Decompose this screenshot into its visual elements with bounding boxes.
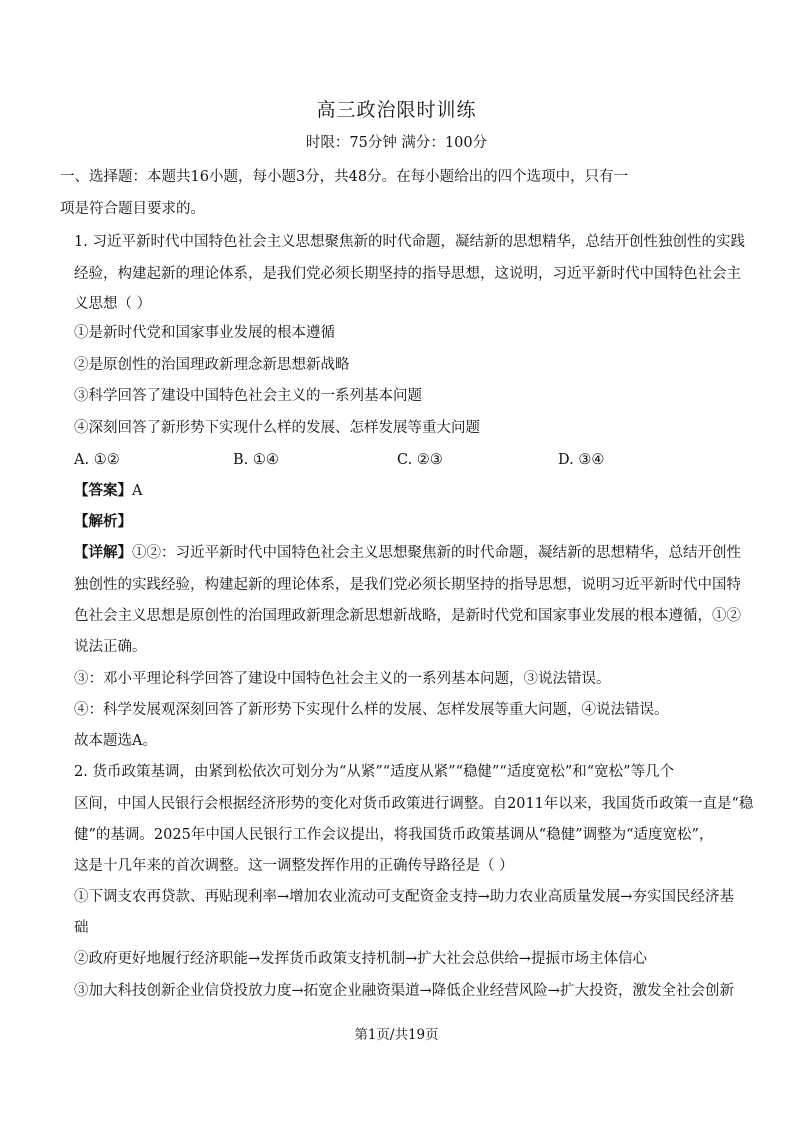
section-heading-line: 一、选择题：本题共16小题，每小题3分，共48分。在每小题给出的四个选项中，只有一 — [60, 169, 629, 185]
question-1-item: ③科学回答了建设中国特色社会主义的一系列基本问题 — [74, 388, 422, 404]
option-c: C. ②③ — [397, 452, 443, 468]
option-d: D. ③④ — [558, 452, 605, 468]
answer-line — [74, 481, 142, 501]
question-2-stem: 这是十几年来的首次调整。这一调整发挥作用的正确传导路径是（ ） — [74, 858, 514, 874]
time-score-line: 时限：75分钟 满分：100分 — [305, 135, 488, 151]
question-1-item: ①是新时代党和国家事业发展的根本遵循 — [74, 325, 335, 341]
answer-value: A — [132, 483, 143, 499]
detail-line: 说法正确。 — [74, 639, 147, 655]
answer-tag: 【答案】 — [74, 482, 132, 499]
question-2-stem: 2. 货币政策基调，由紧到松依次可划分为“从紧”“适度从紧”“稳健”“适度宽松”和“宽松”等几个 — [74, 764, 675, 780]
question-2-stem: 区间，中国人民银行会根据经济形势的变化对货币政策进行调整。自2011年以来，我国货币政策一直是“稳 — [74, 796, 754, 812]
section-heading-line: 项是符合题目要求的。 — [60, 201, 205, 217]
detail-line: 独创性的实践经验，构建起新的理论体系，是我们党必须长期坚持的指导思想，说明习近平新时代中国特 — [74, 577, 741, 593]
detail-line: 色社会主义思想是原创性的治国理政新理念新思想新战略，是新时代党和国家事业发展的根本遵循，①② — [74, 608, 741, 624]
question-1-item: ④深刻回答了新形势下实现什么样的发展、怎样发展等重大问题 — [74, 420, 480, 436]
question-1-item: ②是原创性的治国理政新理念新思想新战略 — [74, 357, 350, 373]
detail-line: 故本题选A。 — [74, 733, 157, 749]
question-2-item: ③加大科技创新企业信贷投放力度→拓宽企业融资渠道→降低企业经营风险→扩大投资，激发全社会创新 — [74, 983, 734, 999]
question-1-stem: 1. 习近平新时代中国特色社会主义思想聚焦新的时代命题，凝结新的思想精华，总结开创性独创性的实践 — [74, 234, 745, 250]
page-title: 高三政治限时训练 — [316, 99, 477, 121]
option-b: B. ①④ — [233, 452, 279, 468]
question-2-item: ①下调支农再贷款、再贴现利率→增加农业流动可支配资金支持→助力农业高质量发展→夯实国民经济基 — [74, 889, 734, 905]
question-2-item: ②政府更好地履行经济职能→发挥货币政策支持机制→扩大社会总供给→提振市场主体信心 — [74, 951, 647, 967]
detail-line: ④：科学发展观深刻回答了新形势下实现什么样的发展、怎样发展等重大问题，④说法错误。 — [74, 702, 669, 718]
detail-line: ③：邓小平理论科学回答了建设中国特色社会主义的一系列基本问题，③说法错误。 — [74, 671, 611, 687]
analysis-tag: 【解析】 — [74, 513, 132, 530]
page-number-footer: 第1页/共19页 — [354, 1027, 439, 1043]
question-1-stem: 经验，构建起新的理论体系，是我们党必须长期坚持的指导思想，这说明，习近平新时代中国特色社会主 — [74, 266, 741, 282]
option-a: A. ①② — [74, 452, 120, 468]
question-2-item: 础 — [74, 920, 89, 936]
detail-text: ①②：习近平新时代中国特色社会主义思想聚焦新的时代命题，凝结新的思想精华，总结开创性 — [132, 545, 741, 561]
detail-line — [74, 543, 741, 563]
question-1-stem: 义思想（ ） — [74, 296, 152, 312]
detail-tag: 【详解】 — [74, 544, 132, 561]
question-2-stem: 健”的基调。2025年中国人民银行工作会议提出，将我国货币政策基调从“稳健”调整为“适度宽松”， — [74, 827, 714, 843]
